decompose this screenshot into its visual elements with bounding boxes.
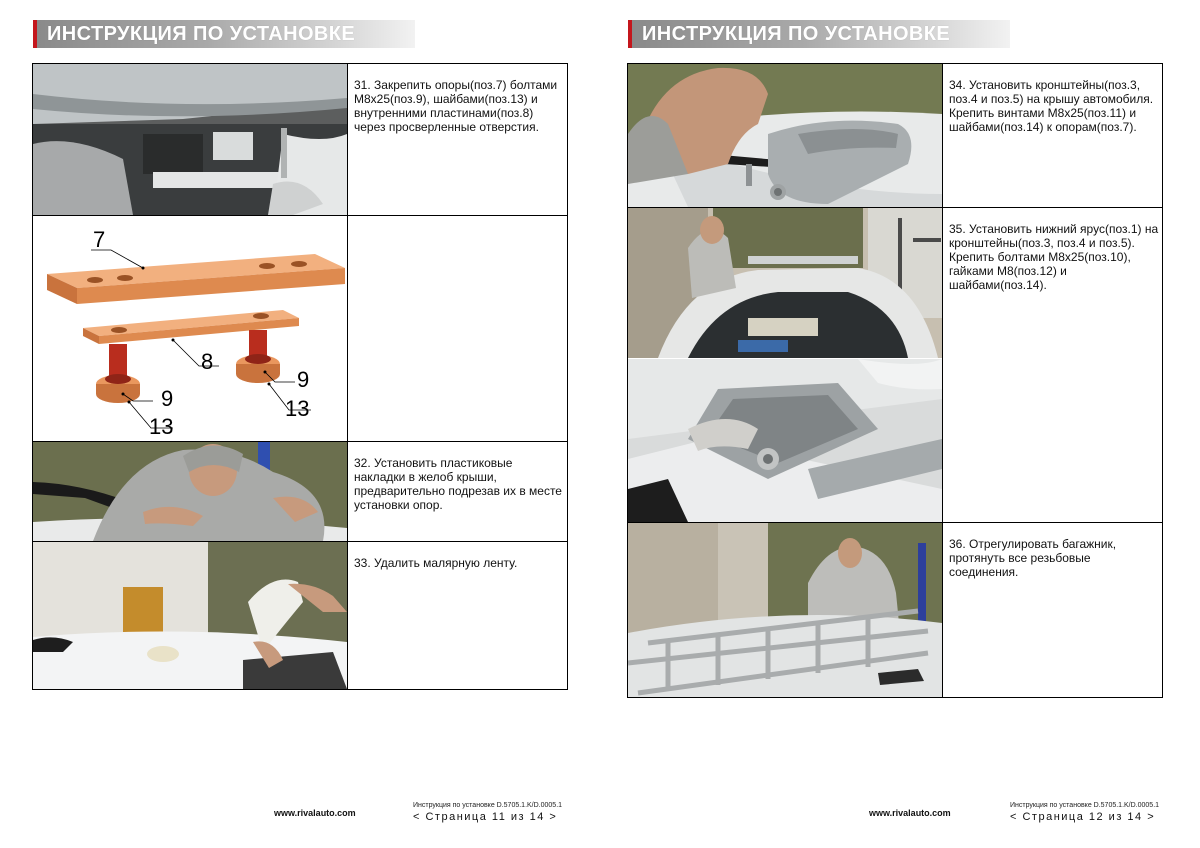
page-12 <box>600 0 1200 848</box>
steps-table <box>627 63 1163 698</box>
step-36-text: 36. Отрегулировать багажник, протянуть все резьбовые соединения. <box>949 537 1117 579</box>
interior-roof-image <box>33 64 347 215</box>
label-part-13-left: 13 <box>149 414 174 439</box>
label-part-13-right: 13 <box>285 396 310 421</box>
step-31-photo <box>33 64 347 215</box>
step-33-text: 33. Удалить малярную ленту. <box>354 556 518 570</box>
steps-table <box>32 63 568 690</box>
footer-page-number: < Страница 11 из 14 > <box>413 811 558 823</box>
footer-document-id: Инструкция по установке D.5705.1.K/D.0005.1 <box>413 802 563 809</box>
label-part-7: 7 <box>93 227 106 252</box>
removing-tape-image <box>33 542 347 689</box>
step-diagram-text <box>348 216 568 441</box>
step-34-photo <box>628 64 942 207</box>
footer-document-id: Инструкция по установке D.5705.1.K/D.0005.1 <box>1010 802 1160 809</box>
step-32-photo <box>33 442 347 541</box>
label-part-9-right: 9 <box>297 367 310 392</box>
bracket-install-image <box>628 64 942 207</box>
footer-website: www.rivalauto.com <box>274 808 356 818</box>
step-31-text: 31. Закрепить опоры(поз.7) болтами М8х25(поз.9), шайбами(поз.13) и внутренними пластинами(поз.8) через просверленные отверстия. <box>354 78 558 134</box>
step-34-text: 34. Установить кронштейны(поз.3, поз.4 и поз.5) на крышу автомобиля. Крепить винтами М8х25(поз.11) и шайбами(поз.14) к опорам(поз.7). <box>949 78 1154 134</box>
step-33-photo <box>33 542 347 689</box>
installing-covers-image <box>33 442 347 541</box>
step-35-photo-2 <box>628 359 942 522</box>
lower-tier-car-image <box>628 208 942 358</box>
parts-diagram <box>33 216 347 441</box>
lower-tier-bolt-image <box>628 359 942 522</box>
step-36-photo <box>628 523 942 697</box>
label-part-8: 8 <box>201 349 214 374</box>
section-banner <box>33 20 415 48</box>
footer-page-number: < Страница 12 из 14 > <box>1010 811 1156 823</box>
step-35-text: 35. Установить нижний ярус(поз.1) на кронштейны(поз.3, поз.4 и поз.5). Крепить болтами М8х25(поз.10), гайками М8(поз.12) и шайбами(поз.14). <box>949 222 1159 292</box>
section-banner <box>628 20 1010 48</box>
finished-rack-image <box>628 523 942 697</box>
label-part-9-left: 9 <box>161 386 174 411</box>
banner-title: ИНСТРУКЦИЯ ПО УСТАНОВКЕ <box>47 23 356 45</box>
banner-title: ИНСТРУКЦИЯ ПО УСТАНОВКЕ <box>642 23 951 45</box>
mounting-parts-diagram <box>33 216 347 441</box>
step-32-text: 32. Установить пластиковые накладки в желоб крыши, предварительно подрезав их в месте установки опор. <box>354 456 562 512</box>
step-35-photo-1 <box>628 208 942 358</box>
footer-website: www.rivalauto.com <box>869 808 951 818</box>
